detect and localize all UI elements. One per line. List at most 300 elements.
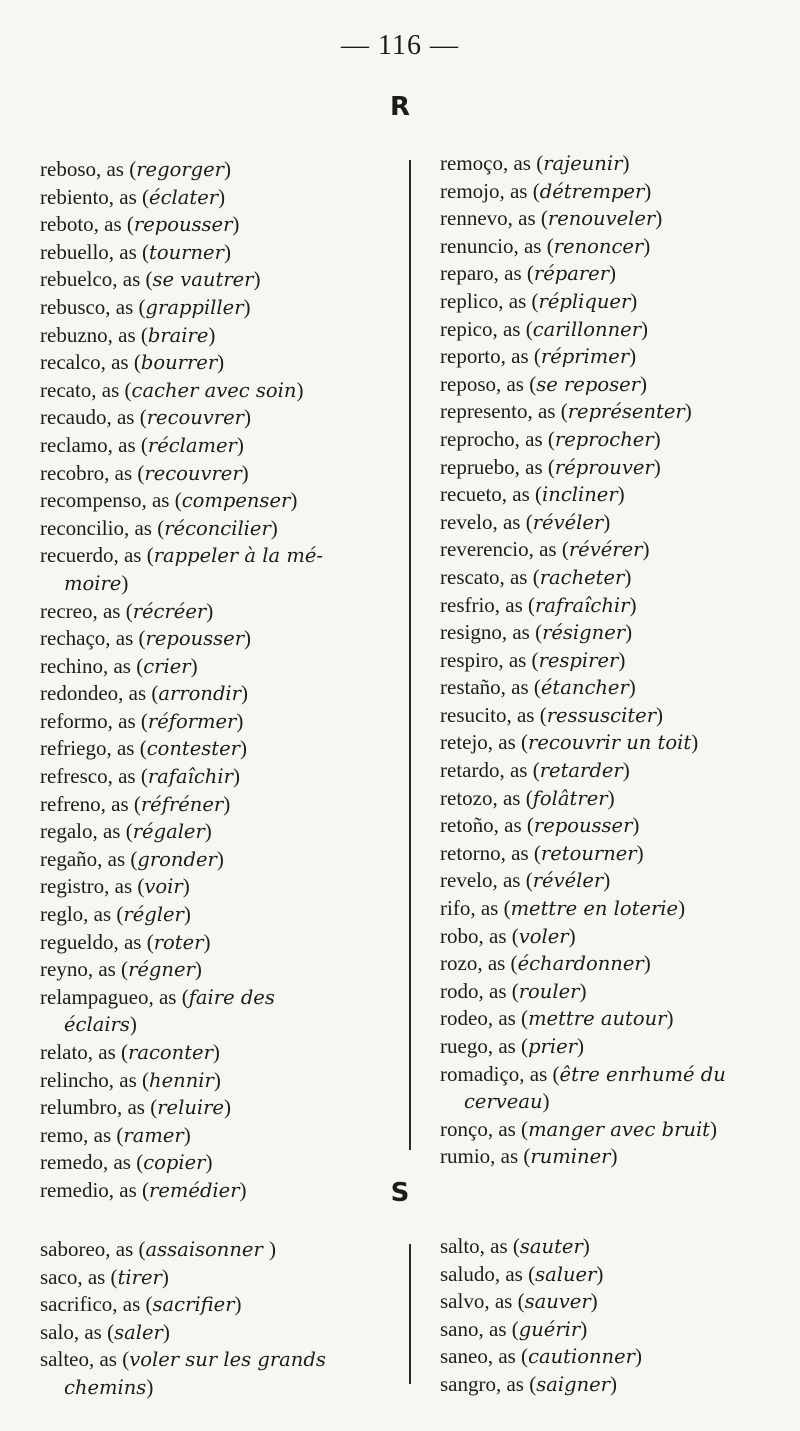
french-translation: saler	[114, 1320, 163, 1344]
french-translation: compenser	[181, 489, 291, 513]
dictionary-entry	[40, 873, 395, 901]
dictionary-entry	[440, 178, 790, 206]
closing-paren: )	[636, 840, 644, 865]
dictionary-entry	[440, 426, 790, 454]
headword: rechino, as (	[40, 653, 144, 678]
dictionary-entry	[40, 1319, 395, 1347]
entry-continuation	[40, 1011, 395, 1039]
headword: rozo, as (	[440, 951, 518, 976]
entry-continuation	[440, 1088, 790, 1116]
french-translation: ressusciter	[546, 703, 657, 727]
headword: salteo, as (	[40, 1347, 130, 1372]
french-translation: réfréner	[140, 792, 224, 816]
closing-paren: )	[655, 206, 663, 231]
dictionary-entry	[440, 1261, 790, 1289]
french-translation: récréer	[132, 599, 207, 623]
closing-paren: )	[609, 261, 617, 286]
french-translation: étancher	[540, 676, 629, 700]
headword: reverencio, as (	[440, 537, 569, 562]
french-translation: ruminer	[530, 1145, 611, 1169]
closing-paren: )	[239, 1177, 247, 1202]
closing-paren: )	[622, 758, 630, 783]
dictionary-entry	[40, 956, 395, 984]
headword: salvo, as (	[440, 1289, 525, 1314]
french-translation: se reposer	[536, 372, 640, 396]
dictionary-entry	[40, 818, 395, 846]
closing-paren: )	[206, 598, 214, 623]
dictionary-entry	[40, 156, 395, 184]
headword: remedio, as (	[40, 1177, 150, 1202]
french-translation: renoncer	[553, 234, 644, 258]
headword: saboreo, as (	[40, 1237, 146, 1261]
french-translation: chemins	[64, 1375, 147, 1399]
french-translation: grappiller	[145, 295, 244, 319]
french-translation: repousser	[133, 213, 233, 237]
headword: ruego, as (	[440, 1034, 529, 1058]
headword: refriego, as (	[40, 736, 147, 761]
closing-paren: )	[236, 708, 244, 733]
dictionary-entry	[440, 343, 790, 371]
column-s-right	[440, 1233, 790, 1399]
dictionary-entry	[440, 454, 790, 482]
french-translation: voler	[518, 924, 569, 948]
closing-paren: )	[624, 564, 632, 589]
headword: salo, as (	[40, 1319, 115, 1344]
headword: regaño, as (	[40, 846, 138, 871]
dictionary-entry	[440, 1116, 790, 1144]
headword: recalco, as (	[40, 350, 141, 375]
dictionary-entry	[40, 239, 395, 267]
headword: rescato, as (	[440, 564, 540, 589]
dictionary-entry	[440, 1033, 790, 1061]
french-translation: mettre en loterie	[510, 897, 679, 921]
closing-paren: )	[580, 1316, 588, 1341]
headword: registro, as (	[40, 874, 145, 899]
headword: retorno, as (	[440, 840, 541, 865]
closing-paren: )	[576, 1034, 584, 1058]
dictionary-entry	[440, 1343, 790, 1371]
headword: recompenso, as (	[40, 488, 182, 513]
french-translation: réprouver	[554, 455, 654, 479]
closing-paren: )	[684, 399, 692, 424]
headword: reyno, as (	[40, 957, 129, 982]
dictionary-entry	[40, 653, 395, 681]
closing-paren: )	[643, 233, 651, 258]
dictionary-entry	[40, 1039, 395, 1067]
dictionary-entry	[440, 205, 790, 233]
closing-paren: )	[223, 1095, 231, 1120]
headword: repico, as (	[440, 316, 533, 341]
french-translation: incliner	[542, 483, 618, 507]
closing-paren: )	[610, 1144, 618, 1169]
closing-paren: )	[121, 570, 129, 595]
closing-paren: )	[232, 764, 240, 789]
french-translation: représenter	[567, 400, 685, 424]
headword: rodo, as (	[440, 978, 519, 1003]
headword: reglo, as (	[40, 902, 124, 927]
french-translation: résigner	[542, 621, 626, 645]
closing-paren: )	[234, 1292, 242, 1317]
dictionary-entry	[440, 840, 790, 868]
dictionary-entry	[40, 1122, 395, 1150]
headword: reparo, as (	[440, 261, 534, 286]
dictionary-entry	[440, 812, 790, 840]
column-r-right	[440, 150, 790, 1171]
french-translation: folâtrer	[532, 786, 608, 810]
french-translation: raconter	[128, 1041, 213, 1064]
column-r-left	[40, 156, 395, 1205]
headword: reboso, as (	[40, 157, 137, 181]
closing-paren: )	[628, 675, 636, 700]
headword: remojo, as (	[440, 178, 540, 203]
headword: rennevo, as (	[440, 206, 548, 231]
dictionary-entry	[40, 680, 395, 708]
closing-paren: )	[213, 1067, 221, 1092]
dictionary-entry	[40, 1346, 395, 1374]
headword: recuerdo, as (	[40, 543, 154, 568]
dictionary-entry	[440, 1143, 790, 1171]
french-translation: carillonner	[532, 317, 642, 341]
french-translation: crier	[143, 654, 191, 678]
closing-paren: )	[236, 432, 244, 457]
headword: replico, as (	[440, 288, 539, 313]
closing-paren: )	[204, 819, 212, 844]
french-translation: réparer	[533, 262, 610, 286]
closing-paren: )	[208, 322, 216, 347]
dictionary-entry	[440, 1061, 790, 1089]
french-translation: mettre autour	[528, 1007, 667, 1031]
headword: rebusco, as (	[40, 294, 146, 319]
french-translation: manger avec bruit	[528, 1117, 711, 1141]
dictionary-entry	[40, 266, 395, 294]
french-translation: rafaîchir	[147, 765, 233, 789]
closing-paren: )	[241, 460, 249, 485]
headword: sacrifico, as (	[40, 1292, 153, 1317]
dictionary-entry	[40, 1264, 395, 1292]
closing-paren: )	[622, 151, 630, 175]
dictionary-entry	[40, 625, 395, 653]
closing-paren: )	[607, 785, 615, 810]
entry-continuation	[40, 570, 395, 598]
closing-paren: )	[618, 647, 626, 672]
french-translation: être enrhumé du	[559, 1062, 726, 1086]
dictionary-entry	[40, 349, 395, 377]
headword: relato, as (	[40, 1040, 129, 1064]
closing-paren: )	[610, 1371, 618, 1396]
french-translation: cerveau	[464, 1090, 543, 1114]
french-translation: moire	[64, 571, 122, 595]
french-translation: remédier	[149, 1178, 240, 1202]
dictionary-entry	[40, 1291, 395, 1319]
headword: represento, as (	[440, 399, 568, 424]
closing-paren: )	[223, 791, 231, 816]
headword: revelo, as (	[440, 868, 533, 893]
dictionary-entry	[440, 619, 790, 647]
french-translation: faire des	[188, 985, 275, 1009]
headword: rumio, as (	[440, 1144, 531, 1169]
closing-paren: )	[634, 1344, 642, 1369]
headword: recobro, as (	[40, 460, 145, 485]
dictionary-entry	[440, 481, 790, 509]
dictionary-entry	[440, 1371, 790, 1399]
dictionary-entry	[440, 867, 790, 895]
closing-paren: )	[617, 482, 625, 507]
dictionary-entry	[440, 509, 790, 537]
french-translation: sauter	[519, 1235, 583, 1258]
headword: recreo, as (	[40, 598, 133, 623]
headword: reboto, as (	[40, 212, 134, 237]
headword: rebuello, as (	[40, 239, 150, 264]
dictionary-entry	[40, 322, 395, 350]
headword: sano, as (	[440, 1316, 519, 1341]
french-translation: sacrifier	[152, 1293, 235, 1317]
closing-paren: )	[653, 426, 661, 451]
dictionary-entry	[440, 674, 790, 702]
french-translation: saigner	[536, 1372, 611, 1396]
column-s-left	[40, 1236, 395, 1402]
headword: rodeo, as (	[440, 1006, 529, 1031]
dictionary-entry	[40, 735, 395, 763]
closing-paren: )	[582, 1234, 590, 1258]
closing-paren: )	[162, 1319, 170, 1344]
headword: remoço, as (	[440, 151, 544, 175]
dictionary-entry	[440, 371, 790, 399]
dictionary-entry	[440, 150, 790, 178]
headword: retoño, as (	[440, 813, 534, 838]
french-translation: éclairs	[64, 1013, 130, 1037]
headword: repruebo, as (	[440, 454, 555, 479]
french-translation: recouvrer	[144, 461, 242, 485]
closing-paren: )	[296, 377, 304, 402]
headword: recato, as (	[40, 377, 132, 402]
headword: resigno, as (	[440, 620, 543, 645]
closing-paren: )	[641, 316, 649, 341]
french-translation: régler	[123, 903, 184, 927]
closing-paren: )	[568, 923, 576, 948]
dictionary-entry	[440, 564, 790, 592]
headword: saludo, as (	[440, 1261, 536, 1286]
dictionary-entry	[440, 398, 790, 426]
french-translation: braire	[147, 323, 209, 347]
closing-paren: )	[240, 681, 248, 706]
closing-paren: )	[596, 1261, 604, 1286]
dictionary-entry	[40, 1236, 395, 1264]
dictionary-entry	[40, 377, 395, 405]
dictionary-entry	[440, 288, 790, 316]
closing-paren: )	[183, 1122, 191, 1147]
french-translation: arrondir	[158, 682, 241, 706]
closing-paren: )	[542, 1089, 550, 1114]
headword: relincho, as (	[40, 1067, 150, 1092]
french-translation: échardonner	[517, 952, 644, 976]
french-translation: guérir	[518, 1317, 581, 1341]
dictionary-entry	[40, 1067, 395, 1095]
headword: resucito, as (	[440, 702, 547, 727]
dictionary-entry	[440, 592, 790, 620]
french-translation: réprimer	[540, 345, 630, 369]
headword: saneo, as (	[440, 1344, 529, 1369]
closing-paren: )	[653, 454, 661, 479]
french-translation: rajeunir	[543, 152, 623, 175]
dictionary-entry	[440, 233, 790, 261]
closing-paren: )	[632, 813, 640, 838]
headword: retejo, as (	[440, 730, 529, 755]
french-translation: régaler	[132, 820, 205, 844]
french-translation: répliquer	[538, 289, 631, 313]
closing-paren: )	[643, 951, 651, 976]
french-translation: respirer	[538, 648, 619, 672]
closing-paren: )	[203, 929, 211, 954]
dictionary-entry	[40, 708, 395, 736]
headword: rebuelco, as (	[40, 267, 153, 292]
headword: refresco, as (	[40, 764, 148, 789]
french-translation: repousser	[533, 814, 633, 838]
dictionary-entry	[440, 1005, 790, 1033]
dictionary-entry	[40, 432, 395, 460]
closing-paren: )	[270, 515, 278, 540]
french-translation: bourrer	[140, 351, 218, 375]
french-translation: réclamer	[147, 433, 237, 457]
dictionary-entry	[40, 460, 395, 488]
closing-paren: )	[579, 978, 587, 1003]
closing-paren: )	[642, 537, 650, 562]
dictionary-entry	[40, 1149, 395, 1177]
dictionary-entry	[40, 184, 395, 212]
headword: remedo, as (	[40, 1150, 144, 1175]
french-translation: détremper	[539, 179, 645, 203]
closing-paren: )	[603, 868, 611, 893]
dictionary-entry	[440, 536, 790, 564]
headword: romadiço, as (	[440, 1061, 560, 1086]
french-translation: éclater	[149, 185, 219, 209]
headword: relumbro, as (	[40, 1095, 158, 1120]
dictionary-entry	[440, 647, 790, 675]
closing-paren: )	[268, 1237, 276, 1261]
closing-paren: )	[243, 405, 251, 430]
french-translation: rappeler à la mé-	[153, 544, 323, 568]
closing-paren: )	[161, 1264, 169, 1289]
closing-paren: )	[253, 267, 261, 292]
closing-paren: )	[710, 1116, 718, 1141]
entry-continuation	[40, 1374, 395, 1402]
french-translation: réformer	[147, 709, 237, 733]
headword: ronço, as (	[440, 1116, 529, 1141]
french-translation: rouler	[518, 979, 580, 1003]
closing-paren: )	[232, 212, 240, 237]
closing-paren: )	[146, 1374, 154, 1399]
french-translation: cacher avec soin	[131, 378, 297, 402]
dictionary-entry	[440, 757, 790, 785]
french-translation: roter	[153, 930, 204, 954]
headword: retozo, as (	[440, 785, 533, 810]
headword: regalo, as (	[40, 819, 133, 844]
dictionary-entry	[440, 950, 790, 978]
headword: recueto, as (	[440, 482, 543, 507]
headword: remo, as (	[40, 1122, 124, 1147]
headword: relampagueo, as (	[40, 984, 189, 1009]
headword: reposo, as (	[440, 371, 537, 396]
french-translation: ramer	[123, 1123, 184, 1147]
french-translation: recouvrer	[146, 406, 244, 430]
closing-paren: )	[182, 874, 190, 899]
french-translation: se vautrer	[152, 268, 254, 292]
closing-paren: )	[223, 239, 231, 264]
closing-paren: )	[216, 846, 224, 871]
closing-paren: )	[205, 1150, 213, 1175]
french-translation: révérer	[568, 538, 643, 562]
dictionary-entry	[440, 1316, 790, 1344]
dictionary-entry	[40, 515, 395, 543]
headword: recaudo, as (	[40, 405, 147, 430]
dictionary-entry	[440, 260, 790, 288]
french-translation: copier	[143, 1151, 206, 1175]
dictionary-entry	[40, 791, 395, 819]
closing-paren: )	[223, 157, 231, 181]
headword: restaño, as (	[440, 675, 541, 700]
french-translation: voir	[144, 875, 183, 899]
dictionary-entry	[440, 978, 790, 1006]
french-translation: renouveler	[547, 207, 656, 231]
headword: robo, as (	[440, 923, 519, 948]
closing-paren: )	[183, 902, 191, 927]
headword: sangro, as (	[440, 1371, 537, 1396]
headword: resfrio, as (	[440, 592, 536, 617]
closing-paren: )	[691, 730, 699, 755]
dictionary-entry	[440, 1288, 790, 1316]
french-translation: révéler	[532, 510, 604, 534]
french-translation: retourner	[540, 841, 637, 865]
french-translation: réconcilier	[164, 516, 271, 540]
french-translation: reluire	[157, 1096, 224, 1120]
dictionary-entry	[440, 923, 790, 951]
dictionary-entry	[40, 487, 395, 515]
closing-paren: )	[240, 736, 248, 761]
french-translation: révéler	[532, 869, 604, 893]
french-translation: repousser	[145, 627, 245, 651]
headword: rebiento, as (	[40, 184, 150, 209]
closing-paren: )	[194, 957, 202, 982]
french-translation: tourner	[149, 240, 224, 264]
dictionary-entry	[40, 763, 395, 791]
headword: redondeo, as (	[40, 681, 159, 706]
french-translation: sauver	[524, 1290, 591, 1314]
section-letter-s: S	[390, 1178, 410, 1208]
closing-paren: )	[218, 184, 226, 209]
dictionary-entry	[440, 316, 790, 344]
dictionary-entry	[440, 702, 790, 730]
french-translation: tirer	[117, 1265, 162, 1289]
dictionary-entry	[40, 542, 395, 570]
dictionary-entry	[40, 929, 395, 957]
headword: revelo, as (	[440, 509, 533, 534]
headword: rebuzno, as (	[40, 322, 148, 347]
dictionary-entry	[40, 404, 395, 432]
french-translation: voler sur les grands	[129, 1348, 326, 1372]
closing-paren: )	[603, 509, 611, 534]
closing-paren: )	[190, 653, 198, 678]
french-translation: prier	[528, 1035, 577, 1058]
closing-paren: )	[212, 1040, 220, 1064]
french-translation: cautionner	[528, 1345, 635, 1369]
closing-paren: )	[217, 350, 225, 375]
closing-paren: )	[630, 288, 638, 313]
closing-paren: )	[666, 1006, 674, 1031]
french-translation: rafraîchir	[535, 593, 630, 617]
french-translation: hennir	[149, 1068, 214, 1092]
dictionary-entry	[40, 1094, 395, 1122]
closing-paren: )	[656, 702, 664, 727]
french-translation: gronder	[137, 847, 217, 871]
